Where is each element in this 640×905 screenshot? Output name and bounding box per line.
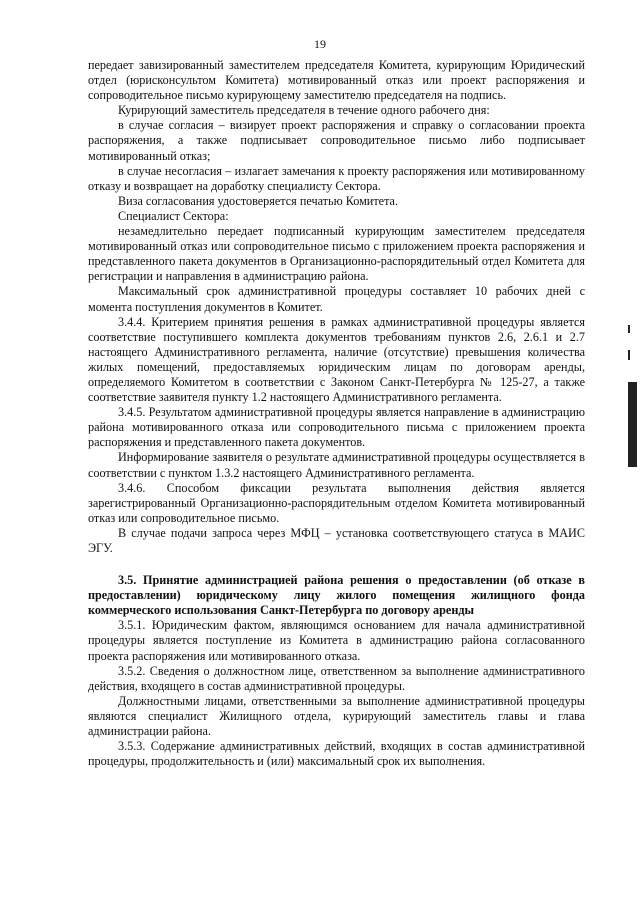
paragraph: в случае несогласия – излагает замечания к проекту распоряжения или мотивированному отказу и возвращает на доработку специалисту Сектора. [88, 163, 585, 193]
page-number: 19 [314, 37, 326, 51]
paragraph: 3.5.3. Содержание административных действий, входящих в состав административной процедуры, продолжительность и (или) максимальный срок их выполнения. [88, 739, 585, 769]
document-body [88, 58, 585, 769]
paragraph: 3.5.1. Юридическим фактом, являющимся основанием для начала административной процедуры является поступление из Комитета в администрацию района согласованного проекта распоряжения или мотивированного отказа. [88, 618, 585, 663]
scan-edge-bar [628, 382, 637, 467]
paragraph: Курирующий заместитель председателя в течение одного рабочего дня: [118, 103, 490, 118]
paragraph: Должностными лицами, ответственными за выполнение административной процедуры являются специалист Жилищного отдела, курирующий заместитель главы и глава администрации района. [88, 693, 585, 739]
scan-edge-mark [628, 350, 630, 360]
paragraph: В случае подачи запроса через МФЦ – установка соответствующего статуса в МАИС ЭГУ. [88, 525, 585, 555]
paragraph: 3.4.6. Способом фиксации результата выполнения действия является зарегистрированный Организационно-распорядительным отделом Комитета мотивированный отказ или сопроводительное письмо. [88, 480, 585, 525]
paragraph: незамедлительно передает подписанный курирующим заместителем председателя мотивированный отказ или сопроводительное письмо с приложением проекта распоряжения и представленного пакета документов в Организационно-распорядительный отдел Комитета для регистрации и направления в администрацию района. [88, 224, 585, 284]
paragraph: 3.4.5. Результатом административной процедуры является направление в администрацию района мотивированного отказа или сопроводительного письма с приложением проекта распоряжения и представленного пакета документов. [88, 405, 585, 450]
paragraph: Специалист Сектора: [118, 208, 229, 223]
paragraph: передает завизированный заместителем председателя Комитета, курирующим Юридический отдел (юрисконсультом Комитета) мотивированный отказ или проект распоряжения и сопроводительное письмо курирующему заместителю председателя на подпись. [88, 58, 585, 103]
paragraph: в случае согласия – визирует проект распоряжения и справку о согласовании проекта распоряжения, а также подписывает сопроводительное письмо либо подписывает мотивированный отказ; [88, 118, 585, 163]
section-heading: 3.5. Принятие администрацией района решения о предоставлении (об отказе в предоставлении) юридическому лицу жилого помещения жилищного фонда коммерческого использования Санкт-Петербурга по договору аренды [88, 573, 585, 618]
paragraph: Информирование заявителя о результате административной процедуры осуществляется в соответствии с пунктом 1.3.2 настоящего Административного регламента. [88, 450, 585, 480]
scan-edge-mark [628, 325, 630, 333]
paragraph: Виза согласования удостоверяется печатью Комитета. [118, 193, 399, 208]
paragraph: 3.5.2. Сведения о должностном лице, ответственном за выполнение административного действия, входящего в состав административной процедуры. [88, 663, 585, 693]
paragraph: 3.4.4. Критерием принятия решения в рамках административной процедуры является соответствие поступившего комплекта документов требованиям пунктов 2.6, 2.6.1 и 2.7 настоящего Административного регламента, наличие (отсутствие) превышения количества жилых помещений, предоставляемых юридическим лицам по договорам аренды, определяемого Комитетом в соответствии с Законом Санкт-Петербурга № 125-27, а также соответствие заявителя пункту 1.2 настоящего Административного регламента. [88, 314, 585, 405]
paragraph: Максимальный срок административной процедуры составляет 10 рабочих дней с момента поступления документов в Комитет. [88, 284, 585, 314]
